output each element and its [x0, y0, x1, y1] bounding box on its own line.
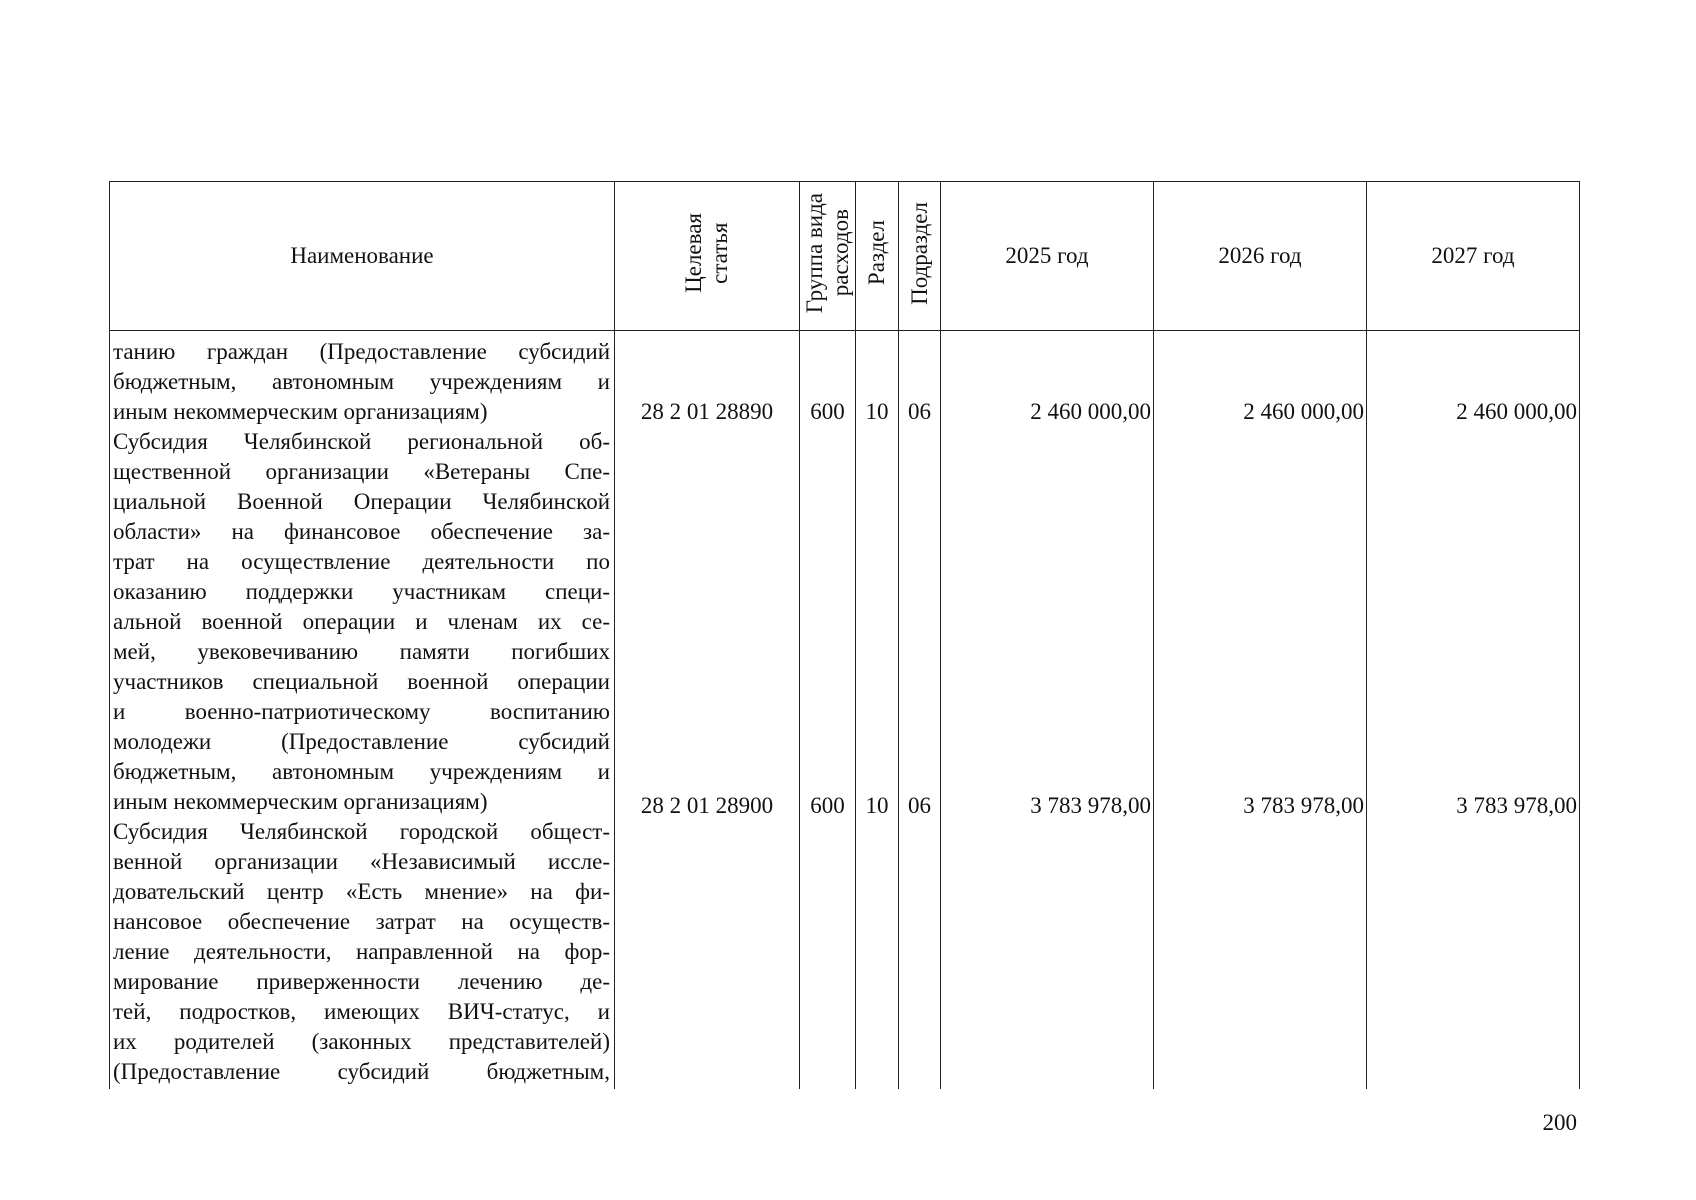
description-line: нансовое обеспечение затрат на осуществ- — [113, 909, 610, 934]
amount-2025-cell — [941, 331, 1154, 1090]
description-line: мей, увековечиванию памяти погибших — [113, 639, 610, 664]
amount-2026-cell — [1154, 331, 1367, 1090]
row2-amount-2027: 3 783 978,00 — [1456, 793, 1577, 818]
table-header-row — [110, 182, 1580, 331]
description-cell — [110, 331, 615, 1090]
description-line: оказанию поддержки участникам специ- — [113, 579, 610, 604]
description-line: бюджетным, автономным учреждениям и — [113, 759, 610, 784]
description-line: Субсидия Челябинской городской общест- — [113, 819, 610, 844]
budget-table — [109, 181, 1580, 1089]
expense-group-cell — [800, 331, 856, 1090]
row1-group: 600 — [810, 399, 845, 424]
row1-target: 28 2 01 28890 — [640, 399, 774, 424]
row1-amount-2026: 2 460 000,00 — [1243, 399, 1364, 424]
row2-amount-2026: 3 783 978,00 — [1243, 793, 1364, 818]
description-line: области» на финансовое обеспечение за- — [113, 519, 610, 544]
subsection-cell — [899, 331, 941, 1090]
description-line: иным некоммерческим организациям) — [113, 399, 488, 424]
header-name: Наименование — [110, 182, 615, 331]
description-line: иным некоммерческим организациям) — [113, 789, 488, 814]
row2-amount-2025: 3 783 978,00 — [1030, 793, 1151, 818]
row1-section: 10 — [865, 399, 889, 424]
description-line: довательский центр «Есть мнение» на фи- — [113, 879, 610, 904]
section-cell — [856, 331, 899, 1090]
amount-2027-cell — [1367, 331, 1580, 1090]
header-subsection: Подраздел — [899, 182, 941, 331]
description-line: венной организации «Независимый иссле- — [113, 849, 610, 874]
row1-subsection: 06 — [908, 399, 931, 424]
table-row — [110, 331, 1580, 1090]
description-line: трат на осуществление деятельности по — [113, 549, 610, 574]
description-line: Субсидия Челябинской региональной об- — [113, 429, 610, 454]
description-line: альной военной операции и членам их се- — [113, 609, 610, 634]
description-line: мирование приверженности лечению де- — [113, 969, 610, 994]
description-line: молодежи (Предоставление субсидий — [113, 729, 610, 754]
row2-target: 28 2 01 28900 — [640, 793, 774, 818]
target-article-cell — [615, 331, 800, 1090]
description-line: тей, подростков, имеющих ВИЧ-статус, и — [113, 999, 610, 1024]
row2-subsection: 06 — [908, 793, 931, 818]
description-line: (Предоставление субсидий бюджетным, — [113, 1059, 610, 1084]
header-2026: 2026 год — [1154, 182, 1367, 331]
header-2027: 2027 год — [1367, 182, 1580, 331]
row2-section: 10 — [865, 793, 889, 818]
description-line: танию граждан (Предоставление субсидий — [113, 339, 610, 364]
header-section: Раздел — [856, 182, 899, 331]
description-line: и военно-патриотическому воспитанию — [113, 699, 610, 724]
row1-amount-2027: 2 460 000,00 — [1456, 399, 1577, 424]
description-line: щественной организации «Ветераны Спе- — [113, 459, 610, 484]
description-line: бюджетным, автономным учреждениям и — [113, 369, 610, 394]
row1-amount-2025: 2 460 000,00 — [1030, 399, 1151, 424]
header-target-article: Целевая статья — [615, 182, 800, 331]
description-text — [110, 331, 614, 1087]
description-line: их родителей (законных представителей) — [113, 1029, 610, 1054]
description-line: участников специальной военной операции — [113, 669, 610, 694]
header-expense-group: Группа вида расходов — [800, 182, 856, 331]
header-2025: 2025 год — [941, 182, 1154, 331]
description-line: циальной Военной Операции Челябинской — [113, 489, 610, 514]
row2-group: 600 — [810, 793, 845, 818]
description-line: ление деятельности, направленной на фор- — [113, 939, 610, 964]
page-number: 200 — [1542, 1110, 1577, 1135]
